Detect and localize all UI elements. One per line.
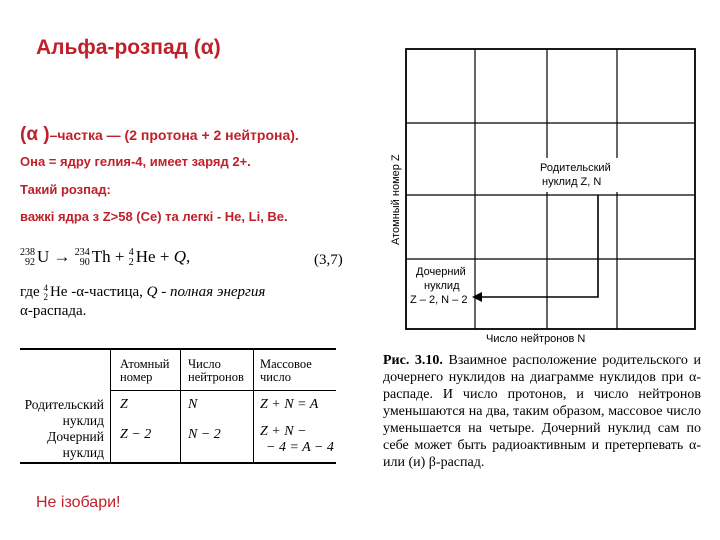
table-cell-daughter-n: N − 2 [188, 427, 221, 442]
slide-title: Альфа-розпад (α) [36, 36, 221, 59]
plus-sign: + [159, 247, 170, 266]
helium-line: Она = ядру гелия-4, имеет заряд 2+. [20, 154, 251, 169]
diagram-y-axis-label: Атомный номер Z [390, 154, 402, 245]
he-description: He -α-частица, [49, 284, 143, 300]
alpha-symbol: (α ) [20, 124, 50, 145]
not-isobars-note: Не ізобари! [36, 494, 121, 511]
alpha-description: –частка — (2 протона + 2 нейтрона). [49, 127, 299, 143]
th-symbol: Th [91, 247, 111, 266]
table-cell-daughter-z: Z − 2 [120, 427, 152, 442]
figure-caption [383, 352, 701, 471]
plus-sign: + [114, 247, 125, 266]
table-cell-daughter-a1: Z + N − [260, 424, 307, 439]
diagram-x-axis-label: Число нейтронов N [486, 333, 586, 345]
daughter-label-line1: Дочерний [416, 266, 466, 278]
th-charge-number: 90 [79, 257, 90, 269]
parent-label-line2: нуклид Z, N [542, 176, 602, 188]
q-symbol: Q, [173, 247, 191, 266]
heavy-nuclei-line: важкі ядра з Z>58 (Се) та легкі - He, Li, Be. [20, 209, 288, 224]
caption-text: Взаимное расположение родительского и дочернего нуклидов на диаграмме нуклидов при α-распаде. И число протонов, и число нейтронов уменьшаются на два, таким образом, массовое число уменьшается на четыре. Дочерний нуклид сам по себе может быть радиоактивным и претерпевать α- или (и) β-распад. [383, 353, 701, 470]
figure-number: Рис. 3.10. [383, 353, 443, 368]
arrowhead-icon [472, 292, 482, 302]
he-symbol: He [135, 247, 156, 266]
table-header-z: Атомный номер [120, 357, 170, 384]
table-header-a: Массовое число [260, 357, 312, 384]
table-row-label-daughter: Дочерний нуклид [47, 429, 104, 460]
th-mass-number: 234 [74, 247, 90, 259]
u-mass-number: 238 [20, 247, 35, 259]
alpha-decay-word: α-распада. [20, 302, 87, 319]
q-description: Q - полная энергия [146, 284, 266, 300]
he-mass: 4 [43, 282, 48, 293]
he-charge-number: 2 [128, 257, 134, 269]
table-row-label-parent: Родительский нуклид [24, 397, 104, 428]
decay-path-arrow [472, 195, 598, 302]
table-cell-parent-n: N [188, 397, 198, 412]
u-symbol: U [37, 247, 50, 266]
he-mass-number: 4 [128, 247, 134, 259]
table-cell-parent-z: Z [120, 397, 128, 412]
where-prefix: где [20, 284, 40, 300]
table-header-n: Число нейтронов [188, 357, 244, 384]
equation-number: (3,7) [314, 252, 343, 268]
table-cell-parent-a: Z + N = A [260, 397, 319, 412]
u-charge-number: 92 [25, 257, 35, 269]
arrow: → [53, 247, 71, 266]
daughter-label-line3: Z – 2, N – 2 [410, 294, 468, 306]
daughter-label-line2: нуклид [424, 280, 460, 292]
he-charge: 2 [43, 291, 48, 302]
table-cell-daughter-a2: − 4 = A − 4 [266, 440, 334, 455]
parent-label-line1: Родительский [540, 162, 611, 174]
decay-type-line: Такий розпад: [20, 182, 111, 197]
